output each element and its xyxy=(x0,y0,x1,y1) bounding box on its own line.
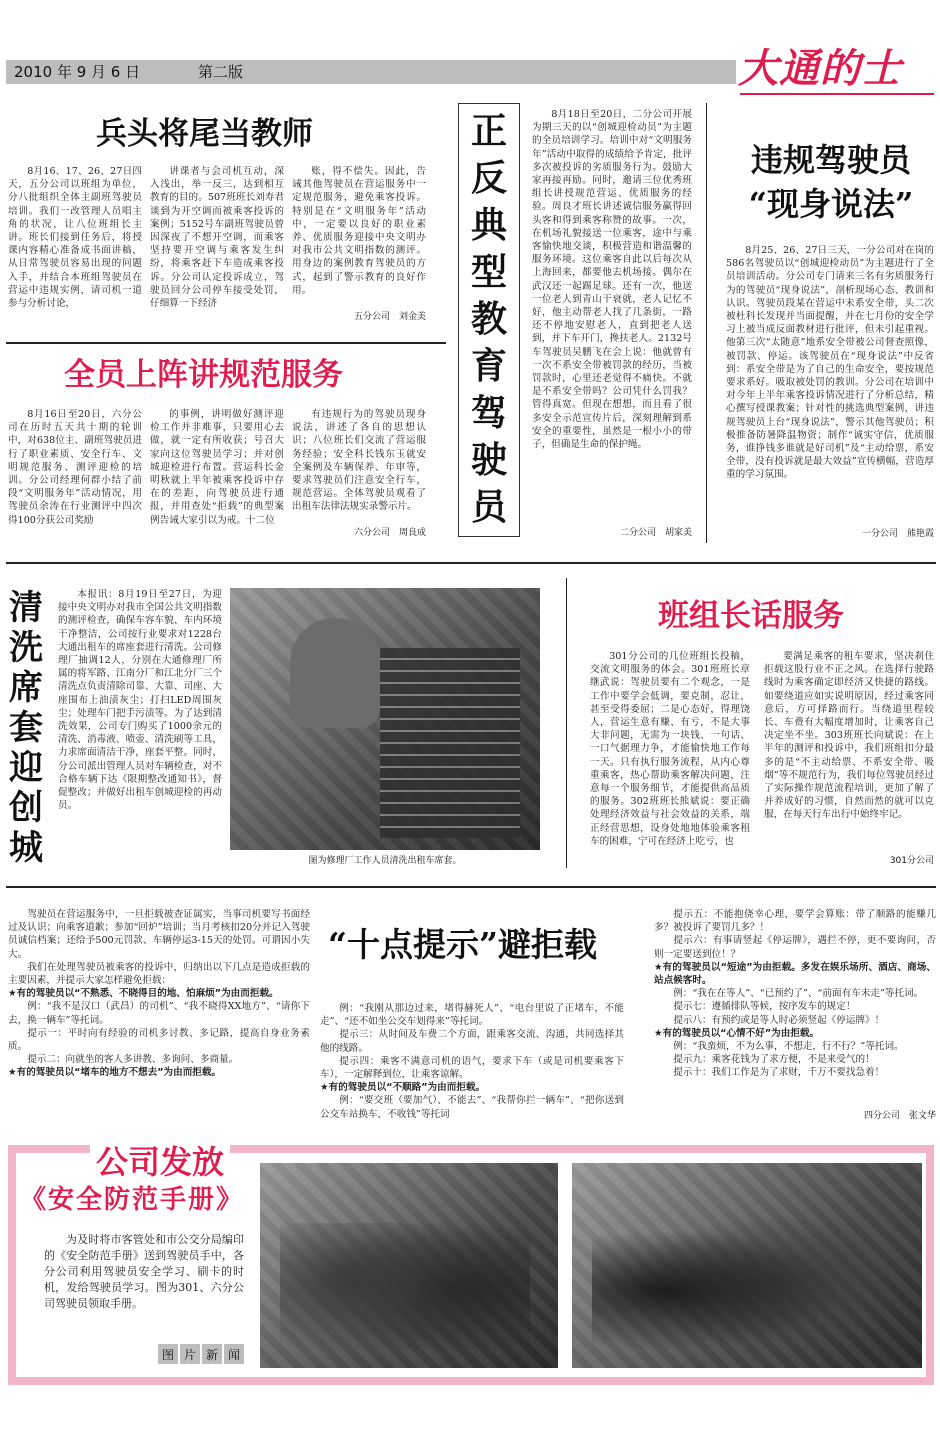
paragraph: 提示八：有预约或是等人时必须竖起《停运牌》！ xyxy=(673,1014,885,1026)
article6-col2: 要满足乘客的租车要求，坚决刹住拒载这股行业不正之风。在选择行驶路线时为乘客确定即经济又快捷的路线。如要绕道应如实说明原因，经过乘客同意后，方可择路而行。当绕道里程较长、车费有大幅度增加时，让乘客自己决定坐不坐。303班班长向斌说：在上半年的测评和投诉中，我们班组扣分最多的是“不主动给票、不系安全带、吸烟”等不规范行为，我们每位驾驶员经过了实际操作规范流程培训，更加了解了并养成好的习惯，自然而然的就可以克服，在每天行车出行中始终牢记。 xyxy=(764,651,934,821)
paragraph: 提示六：有事请竖起《停运牌》，遇拦不停，更不要询问，否则一定要送到位！？ xyxy=(654,935,936,960)
article3-byline: 二分公司 胡家美 xyxy=(619,528,692,538)
article6-col1: 301分公司的几位班组长投稿，交流文明服务的体会。301班班长章继武说：驾驶员要有二个观念，一是工作中要学会低调，要克制，忍让，甚至受得委屈；二是心态好，得理饶人，营运生意有赚、有亏，不是大事大非问题，无需为一块钱、一句话、一口气据理力争，才能愉快地工作每一天。只有执行服务流程，从内心尊重乘客，热心帮助乘客解决问题，注意每一个服务细节，才能提供高品质的服务。302班班长熊斌说：要正确处理经济效益与社会效益的关系，端正经营思想，设身处地地体验乘客租车的困难，宁可在经济上吃亏，也 xyxy=(590,651,750,847)
article7-col3 xyxy=(654,908,936,1108)
article3-title-char: 驶 xyxy=(470,440,507,481)
article1-col1: 8月16、17、26、27日四天，五分公司以班组为单位，分八批组织全体主副班驾驶员培训。我们一改管理人员唱主角的状况，让八位班组长主讲。班长们接到任务后，将授课内容精心准备成书面讲稿，从日常驾驶员容易出现的问题入手，并结合本班组驾驶员在营运中违规实例，请司机一道参与分析讨论， xyxy=(8,166,142,310)
article4-body: 8月25、26、27日三天，一分公司对在岗的586名驾驶员以“创城迎检动员”为主题进行了全员培训活动。分公司专门请来三名有劣质服务行为的驾驶员“现身说法”，剖析现场心态、教训和认识。驾驶员段某在营运中未系安全带，头二次被杜科长发现并当面提醒，并在七月份的安全学习上被当成反面教材进行批评，但未引起重视。他第三次“太随意”地系安全带被公司督查照像，被罚款、停运。该驾驶员在“现身说法”中反省到：系安全带是为了自己的生命安全，要按规范要求系好。吸取被处罚的教训。分公司在培训中对今年上半年乘客投诉情况进行了分析总结，精心撰写授课教案；针对性的挑选典型案例，讲违规驾驶员上台“现身说法”，警示其他驾驶员；积极推备防暑降温物资；制作“诚实守信，优质服务，谁挣钱多谁就是好司机”及“主动给票，系安全带，没有投诉就是最大效益”宣传横幅，营造厚重的学习氛围。 xyxy=(726,245,934,481)
cleaning-photo xyxy=(230,588,540,850)
paragraph: 驾驶员在营运服务中，一旦拒载被查证属实，当事司机要写书面经过及认识；向乘客道歉；参加“回炉”培训；当月考核扣20分并记入驾驶员诚信档案；还给予500元罚款、车辆停运3-15天的处罚。可谓因小失大。 xyxy=(8,909,310,960)
article3-body: 8月18日至20日，二分公司开展为期三天的以“创城迎检动员”为主题的全员培训学习。培训中对“文明服务年”活动中取得的成绩给予肯定，批评多次被投诉的劣质服务行为。鼓励大家再接再励。同时，邀请三位优秀班组长讲授规范营运、优质服务的经验。周良才班长讲述诚信服务赢得回头客和得到乘客称赞的故事。一次，在机场礼貌接送一位乘客，途中与乘客愉快地交谈，积极营造和谐温馨的服务环境。这位乘客自此以后每次从上海回来，都要他去机场接。偶尔在武汉还一起踢足球。还有一次，他送一位老人到青山干衰就，老人记忆不好，他主动帮老人找了几条街，一路还不停地安慰老人，直到把老人送到，并下车开门，搀扶老人。2132号车驾驶员吴鹏飞在会上说：他就曾有一次不系安全带被罚款的经历，当被罚款时，心里还老觉得不痛快。不就是不系安全带吗？公司凭什么罚我？管得真宽。但现在想想，而且看了很多安全示范宣传片后，深刻理解到系安全的重要性，虽然是一根小小的带子，但确是生命的保护绳。 xyxy=(532,109,692,451)
stamp-char: 新 xyxy=(202,1344,222,1364)
masthead-underline xyxy=(740,93,934,95)
article8-body: 为及时将市客管处和市公交分局编印的《安全防范手册》送到驾驶员手中，各分公司利用驾驶员安全学习、刷卡的时机，发给驾驶员学习。图为301、六分公司驾驶员领取手册。 xyxy=(44,1233,244,1310)
article3-title-char: 反 xyxy=(470,158,507,199)
handbook-photo-1 xyxy=(260,1163,558,1368)
article5-title xyxy=(4,588,48,868)
worker-figure xyxy=(290,618,380,728)
divider-line-2 xyxy=(6,562,936,564)
paragraph: 例：“要交班（要加气）、不能去”、“我帮你拦一辆车”、“把你送到公交车站换车，不收钱”等托词 xyxy=(320,1095,624,1120)
article5-body: 本报讯：8月19日至27日，为迎接中央文明办对我市全国公共文明指数的测评检查，确保车容车貌、车内环境干净整洁，公司按行业要求对1228台大通出租车的席座套进行清洗。公司修理厂抽调12人，分别在大通修理厂所属的将军路、江南分厂和江北分厂三个清洗点负责清除司靠、大靠、司座、大座围布上油渍灰尘；打扫LED周围灰尘；处理车门把手污渍等。为了达到清洗效果，公司专门购买了1000余元的清洗、消毒液、喷壶、清洗刷等工具，力求席面清洁干净，座套平整。同时，分公司派出管理人员对车辆检查，对不合格车辆下达《限期整改通知书》，督促整改；并做好出租车创城迎检的再动员。 xyxy=(58,589,222,812)
article3-title-char: 正 xyxy=(470,111,507,152)
article5-title-char: 套 xyxy=(9,708,43,748)
paragraph: 提示十：我们工作是为了求财，千万不要找急着！ xyxy=(673,1067,885,1079)
article8-title-line1: 公司发放 xyxy=(90,1142,230,1182)
article2-byline: 六分公司 周良成 xyxy=(353,528,426,538)
article2-col3: 有违规行为的驾驶员现身说法，讲述了各自的思想认识；八位班长们交流了营运服务经验；安全科长钱东玉就安全案例及车辆保养、年审等，要求驾驶员们注意安全行车，规范营运。全体驾驶员观看了出租车法律法规实录警示片。 xyxy=(292,409,426,513)
article3-title-char: 驾 xyxy=(470,393,507,434)
article3-title-char: 教 xyxy=(470,299,507,340)
article7-col1 xyxy=(8,908,310,1138)
stamp-char: 闻 xyxy=(224,1344,244,1364)
highlight-paragraph: ★有的驾驶员以“短途”为由拒载。多发在娱乐场所、酒店、商场、站点候客时。 xyxy=(654,961,936,987)
paragraph: 提示二：向就坐的客人多讲教、多询问、多商量。 xyxy=(27,1054,239,1066)
article8-title-line2: 《安全防范手册》 xyxy=(20,1185,245,1215)
paragraph: 提示七：遵循排队等候，按序发车的规定！ xyxy=(673,1001,856,1013)
article6-title: 班组长话服务 xyxy=(658,598,844,634)
people-group-1 xyxy=(280,1223,530,1368)
article4-byline: 一分公司 熊艳霞 xyxy=(861,529,934,539)
highlight-paragraph: ★有的驾驶员以“不顺路”为由而拒载。 xyxy=(320,1082,486,1094)
article5-title-char: 城 xyxy=(9,828,43,868)
article5-title-char: 迎 xyxy=(9,748,43,788)
paragraph: 提示四：乘客不满意司机的语气，要求下车（或是司机要乘客下车），一定解释到位，让乘客谅解。 xyxy=(320,1055,624,1081)
article5-title-char: 清 xyxy=(9,588,43,628)
masthead-logo: 大通的士 xyxy=(738,45,902,92)
paragraph: 提示九：乘客花钱为了求方便，不是来受气的！ xyxy=(673,1054,875,1066)
article1-col2: 讲课者与会司机互动，深入浅出，举一反三，达到相互教育的目的。507班班长刘寿君谈到为开空调而被乘客投诉的案例；5152号车副班驾驶员曾因深夜了不想开空调，而乘客坚持要开空调与乘客发生纠纷，将乘客赶下车造成乘客投诉。分公司认定投诉成立，驾驶员回分公司停车接受处罚，仔细算一下经济 xyxy=(150,166,284,310)
paragraph: 例：“我在在等人”、“已预约了”、“前面有车未走”等托词。 xyxy=(673,988,924,1000)
paragraph: 提示一：平时向有经验的司机多讨教、多记路，提高自身业务素质。 xyxy=(8,1027,310,1053)
article7-byline: 四分公司 张文华 xyxy=(863,1111,936,1121)
article2-col2: 的事例，讲明做好测评迎检工作并非难事，只要用心去做，就一定有所收获；号召大家向这位驾驶员学习；并对创城迎检进行布置。营运科长金明秋就上半年被乘客投诉中存在的差距，向驾驶员进行通报，并用查处“拒载”的典型案例告诫大家引以为戒。十二位 xyxy=(150,409,284,526)
seat-cover xyxy=(380,648,520,838)
vertical-divider-2 xyxy=(566,578,567,868)
article7-col2 xyxy=(320,1002,624,1138)
article3-title-char: 员 xyxy=(470,487,507,528)
article1-title: 兵头将尾当教师 xyxy=(96,116,313,152)
article3-title-char: 典 xyxy=(470,205,507,246)
handbook-photo-2 xyxy=(572,1163,922,1368)
highlight-paragraph: ★有的驾驶员以“不熟悉、不晓得目的地、怕麻烦”为由而拒载。 xyxy=(8,988,279,1000)
paragraph: 提示三：从时间及车费二个方面，跟乘客交流、沟通，共同选择其他的线路。 xyxy=(320,1029,624,1054)
vertical-divider-1 xyxy=(706,103,707,543)
paragraph: 我们在处理驾驶员被乘客的投诉中，归纳出以下几点是造成拒载的主要因素，并提示大家怎样避免拒载： xyxy=(8,961,310,987)
divider-line-1 xyxy=(6,342,446,344)
article3-title-char: 型 xyxy=(470,252,507,293)
header-edition: 第二版 xyxy=(198,63,244,81)
stamp-char: 片 xyxy=(180,1344,200,1364)
article5-title-char: 创 xyxy=(9,788,43,828)
highlight-paragraph: ★有的驾驶员以“心情不好”为由拒载。 xyxy=(654,1027,820,1039)
article3-title-char: 育 xyxy=(470,346,507,387)
highlight-paragraph: ★有的驾驶员以“堵车的地方不想去”为由而拒载。 xyxy=(8,1067,222,1079)
article1-byline: 五分公司 刘金美 xyxy=(353,312,426,322)
article3-title xyxy=(458,108,520,531)
article5-caption: 图为修理厂工作人员清洗出租车席套。 xyxy=(308,856,462,866)
article4-title-line2: “现身说法” xyxy=(748,185,914,223)
article1-col3: 账，得不偿失。因此，告诫其他驾驶员在营运服务中一定规范服务，避免乘客投诉。特别是在“文明服务年”活动中，一定要以良好的职业素养、优质服务迎接中央文明办对我市公共文明指数的测评。用身边的案例教育驾驶员的方式，起到了警示教育的良好作用。 xyxy=(292,166,426,296)
article5-title-char: 洗 xyxy=(9,628,43,668)
article4-title-line1: 违规驾驶员 xyxy=(750,141,911,179)
header-date: 2010 年 9 月 6 日 xyxy=(14,63,141,81)
article7-title: “十点提示”避拒载 xyxy=(328,925,597,964)
paragraph: 例：“我蛮烦，不为么事，不想走，行不行？”等托词。 xyxy=(673,1041,904,1053)
paragraph: 提示五：不能抱侥幸心理，要学会算账：带了顺路的能赚几多？被投诉了要罚几多？！ xyxy=(654,909,936,934)
divider-line-3 xyxy=(6,886,936,888)
paragraph: 例：“我刚从那边过来，堵得赫死人”、“电台里说了正堵车，不能走”、“还不如坐公交车划得来”等托词。 xyxy=(320,1003,624,1028)
article2-col1: 8月16日至20日，六分公司在历时五天共十期的轮训中，对638位主、副班驾驶员进行了职业素质、安全行车、文明规范服务、测评迎检的培训。分公司经理何群小结了前段“文明服务年”活动情况，用驾驶员余涛在行业测评中四次得100分获公司奖励 xyxy=(8,409,142,526)
paragraph: 例：“我不是汉口（武昌）的司机”、“我不晓得XX地方”、“请你下去，换一辆车”等托词。 xyxy=(8,1001,310,1026)
article2-title: 全员上阵讲规范服务 xyxy=(64,357,343,393)
article6-byline: 301分公司 xyxy=(889,856,934,866)
people-group-2 xyxy=(592,1213,892,1368)
article5-title-char: 席 xyxy=(9,668,43,708)
stamp-char: 图 xyxy=(158,1344,178,1364)
picture-news-stamp xyxy=(158,1344,244,1366)
